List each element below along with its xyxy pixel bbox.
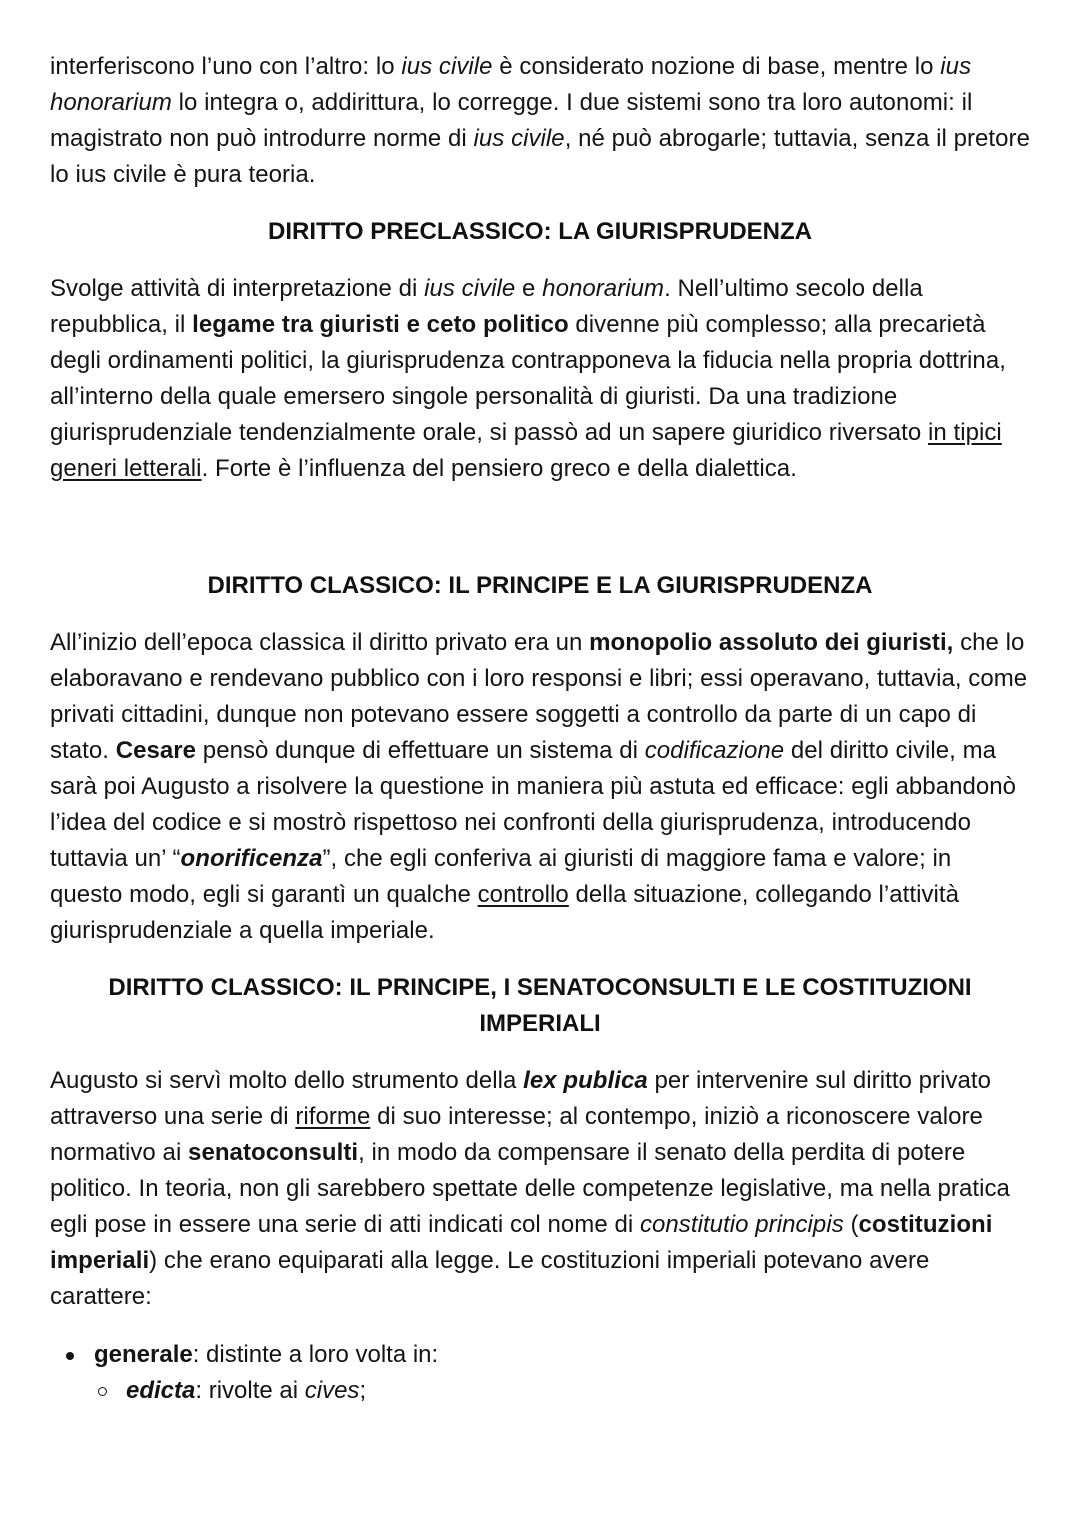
sub-list-item-edicta: edicta: rivolte ai cives;	[126, 1373, 1030, 1409]
paragraph-principe-giurisprudenza: All’inizio dell’epoca classica il diritto privato era un monopolio assoluto dei giuristi, che lo elaboravano e rendevano pubblico con i loro responsi e libri; essi operavano, tuttavia, come privati cittadini, dunque non potevano essere soggetti a controllo da parte di un capo di stato. Cesare pensò dunque di effettuare un sistema di codificazione del diritto civile, ma sarà poi Augusto a risolvere la questione in maniera più astuta ed efficace: egli abbandonò l’idea del codice e si mostrò rispettoso nei confronti della giurisprudenza, introducendo tuttavia un’ “onorificenza”, che egli conferiva ai giuristi di maggiore fama e valore; in questo modo, egli si garantì un qualche controllo della situazione, collegando l’attività giurisprudenziale a quella imperiale.	[50, 629, 1028, 944]
bullet-dot-icon	[66, 1352, 74, 1360]
heading-diritto-preclassico: DIRITTO PRECLASSICO: LA GIURISPRUDENZA	[267, 218, 813, 245]
paragraph-ius-civile-honorarium: interferiscono l’uno con l’altro: lo ius civile è considerato nozione di base, mentre lo ius honorarium lo integra o, addirittura, lo corregge. I due sistemi sono tra loro autonomi: il magistrato non può introdurre norme di ius civile, né può abrogarle; tuttavia, senza il pretore lo ius civile è pura teoria.	[50, 53, 1030, 188]
bullet-list-carattere	[50, 1337, 1030, 1409]
bullet-ring-icon	[98, 1387, 107, 1396]
heading-senatoconsulti-costituzioni: DIRITTO CLASSICO: IL PRINCIPE, I SENATOCONSULTI E LE COSTITUZIONI IMPERIALI	[108, 974, 972, 1037]
heading-principe-giurisprudenza: DIRITTO CLASSICO: IL PRINCIPE E LA GIURISPRUDENZA	[207, 572, 873, 599]
sub-list-generale	[94, 1373, 1030, 1409]
list-item-generale: generale: distinte a loro volta in: edicta: rivolte ai cives;	[94, 1337, 1030, 1409]
paragraph-giurisprudenza-preclassica: Svolge attività di interpretazione di ius civile e honorarium. Nell’ultimo secolo della repubblica, il legame tra giuristi e ceto politico divenne più complesso; alla precarietà degli ordinamenti politici, la giurisprudenza contrapponeva la fiducia nella propria dottrina, all’interno della quale emersero singole personalità di giuristi. Da una tradizione giurisprudenziale tendenzialmente orale, si passò ad un sapere giuridico riversato in tipici generi letterali. Forte è l’influenza del pensiero greco e della dialettica.	[50, 275, 1006, 482]
paragraph-senatoconsulti-costituzioni: Augusto si servì molto dello strumento della lex publica per intervenire sul diritto privato attraverso una serie di riforme di suo interesse; al contempo, iniziò a riconoscere valore normativo ai senatoconsulti, in modo da compensare il senato della perdita di potere politico. In teoria, non gli sarebbero spettate delle competenze legislative, ma nella pratica egli pose in essere una serie di atti indicati col nome di constitutio principis (costituzioni imperiali) che erano equiparati alla legge. Le costituzioni imperiali potevano avere carattere:	[50, 1067, 1010, 1310]
